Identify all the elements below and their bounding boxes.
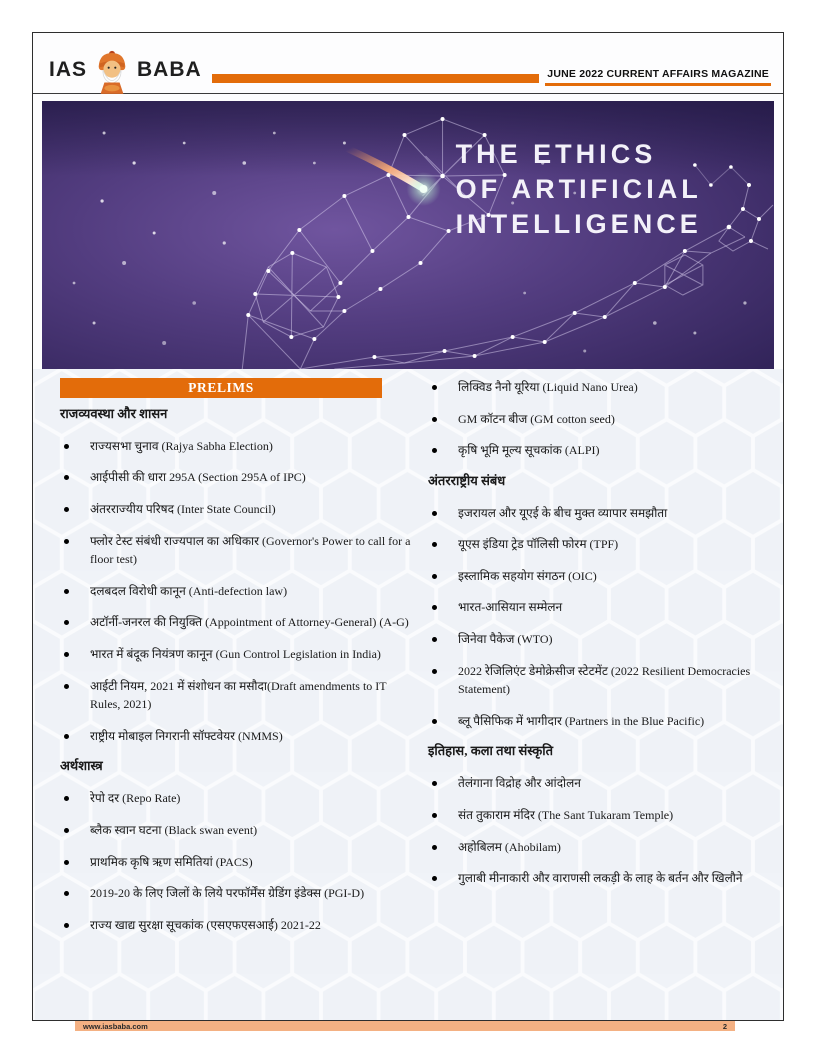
page-frame (32, 32, 784, 1021)
baba-mascot-icon (93, 49, 131, 95)
topic-item: जिनेवा पैकेज (WTO) (428, 630, 769, 649)
footer-page-number: 2 (722, 1021, 727, 1031)
section-heading: इतिहास, कला तथा संस्कृति (428, 743, 554, 759)
right-column (428, 378, 769, 947)
topic-item: संत तुकाराम मंदिर (The Sant Tukaram Temple) (428, 806, 769, 825)
topic-item: अंतरराज्यीय परिषद (Inter State Council) (60, 500, 412, 519)
topic-item: फ्लोर टेस्ट संबंधी राज्यपाल का अधिकार (Governor's Power to call for a floor test) (60, 532, 412, 569)
topic-item: ब्लैक स्वान घटना (Black swan event) (60, 821, 412, 840)
topic-item: भारत में बंदूक नियंत्रण कानून (Gun Control Legislation in India) (60, 645, 412, 664)
topic-item: प्राथमिक कृषि ऋण समितियां (PACS) (60, 853, 412, 872)
topic-item: राज्यसभा चुनाव (Rajya Sabha Election) (60, 437, 412, 456)
topic-list (428, 378, 769, 460)
topic-item: आईपीसी की धारा 295A (Section 295A of IPC) (60, 468, 412, 487)
topic-item: कृषि भूमि मूल्य सूचकांक (ALPI) (428, 441, 769, 460)
iasbaba-logo (49, 49, 202, 93)
banner-title-line3: INTELLIGENCE (455, 209, 702, 239)
banner-image (42, 101, 774, 369)
topic-item: इस्लामिक सहयोग संगठन (OIC) (428, 567, 769, 586)
topic-item: 2019-20 के लिए जिलों के लिये परफॉर्मेंस ग्रेडिंग इंडेक्स (PGI-D) (60, 884, 412, 903)
topic-item: राष्ट्रीय मोबाइल निगरानी सॉफ्टवेयर (NMMS) (60, 727, 412, 746)
topic-item: इजरायल और यूएई के बीच मुक्त व्यापार समझौता (428, 504, 769, 523)
topic-list (428, 774, 769, 887)
topic-item: राज्य खाद्य सुरक्षा सूचकांक (एसएफएसआई) 2021-22 (60, 916, 412, 935)
left-column-sections (60, 406, 412, 934)
topic-list (60, 789, 412, 934)
topic-item: ब्लू पैसिफिक में भागीदार (Partners in the Blue Pacific) (428, 712, 769, 731)
contents-area (33, 369, 783, 1020)
logo-ias-text: IAS (49, 57, 88, 81)
topic-item: रेपो दर (Repo Rate) (60, 789, 412, 808)
banner-title-line2: OF ARTIFICIAL (455, 174, 702, 204)
section-heading: अर्थशास्त्र (60, 758, 103, 774)
footer-website: www.iasbaba.com (83, 1021, 148, 1031)
page-header (33, 33, 783, 94)
topic-item: तेलंगाना विद्रोह और आंदोलन (428, 774, 769, 793)
topic-item: GM कॉटन बीज (GM cotton seed) (428, 410, 769, 429)
logo-baba-text: BABA (137, 57, 202, 81)
banner-title-line1: THE ETHICS (455, 139, 657, 169)
topic-item: गुलाबी मीनाकारी और वाराणसी लकड़ी के लाह के बर्तन और खिलौने (428, 869, 769, 888)
topic-item: दलबदल विरोधी कानून (Anti-defection law) (60, 582, 412, 601)
topic-item: 2022 रेजिलिएंट डेमोक्रेसीज स्टेटमेंट (2022 Resilient Democracies Statement) (428, 662, 769, 699)
section-heading: अंतरराष्ट्रीय संबंध (428, 472, 506, 488)
topic-list (428, 504, 769, 731)
topic-item: यूएस इंडिया ट्रेड पॉलिसी फोरम (TPF) (428, 535, 769, 554)
left-column (60, 378, 412, 947)
topic-item: आईटी नियम, 2021 में संशोधन का मसौदा(Draft amendments to IT Rules, 2021) (60, 677, 412, 714)
prelims-header: PRELIMS (60, 378, 382, 398)
comet-core (420, 185, 428, 193)
topic-item: अटॉर्नी-जनरल की नियुक्ति (Appointment of Attorney-General) (A-G) (60, 613, 412, 632)
topic-item: लिक्विड नैनो यूरिया (Liquid Nano Urea) (428, 378, 769, 397)
footer-bar (75, 1021, 735, 1031)
topic-item: अहोबिलम (Ahobilam) (428, 838, 769, 857)
section-heading: राजव्यवस्था और शासन (60, 406, 168, 421)
magazine-title: JUNE 2022 CURRENT AFFAIRS MAGAZINE (545, 68, 771, 86)
banner-illustration (42, 101, 774, 369)
topic-item: भारत-आसियान सम्मेलन (428, 598, 769, 617)
topic-list (60, 437, 412, 746)
header-accent-bar (212, 74, 540, 83)
two-column-list (33, 369, 783, 947)
